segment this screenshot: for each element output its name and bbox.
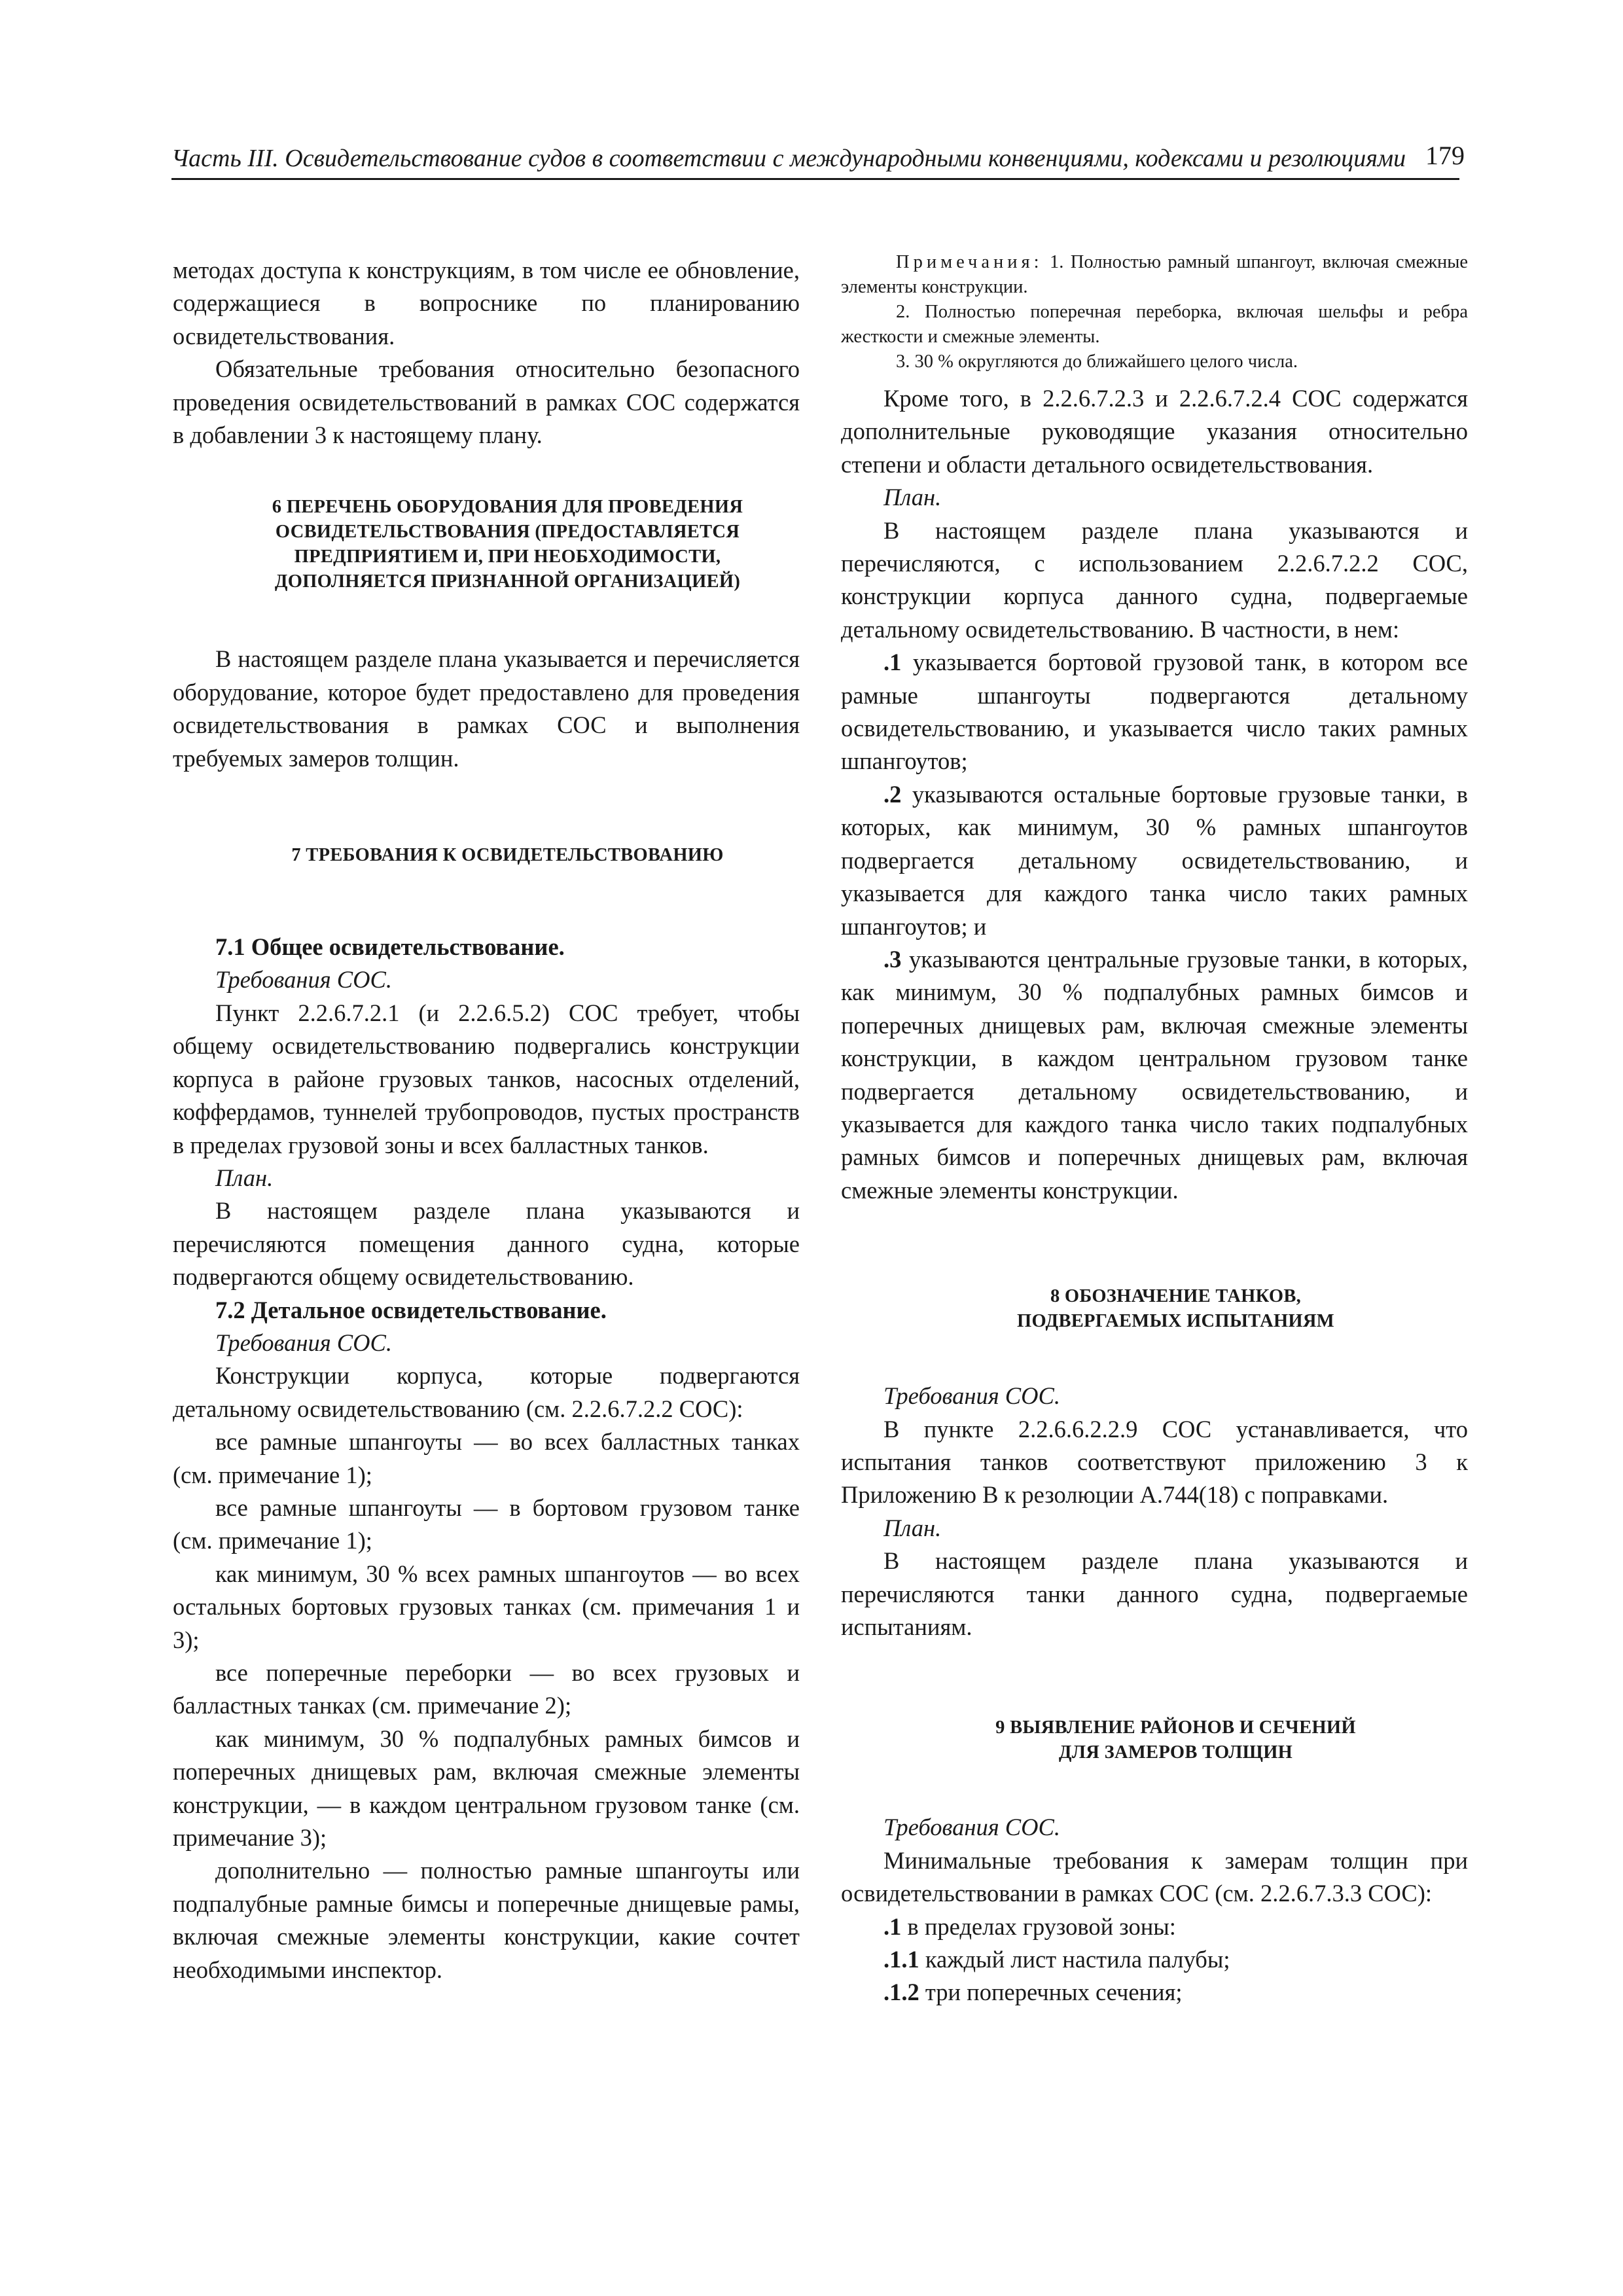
- plan-label: План.: [215, 1164, 274, 1191]
- running-title: Часть III. Освидетельствование судов в соответствии с международными конвенциями, кодексами и резолюциями: [171, 145, 1406, 172]
- requirements-label: Требования СОС.: [215, 1329, 392, 1356]
- requirements-label: Требования СОС.: [215, 966, 392, 994]
- note-2: 2. Полностью поперечная переборка, включая шельфы и ребра жесткости и смежные элементы.: [841, 302, 1468, 347]
- paragraph: В настоящем разделе плана указываются и перечисляются, с использованием 2.2.6.7.2.2 СОС, конструкции корпуса данного судна, подвергаемые детальному освидетельствованию. В частности, в нем:: [841, 516, 1468, 643]
- requirements-label: Требования СОС.: [883, 1382, 1060, 1410]
- paragraph: В настоящем разделе плана указывается и перечисляется оборудование, которое будет предоставлено для проведения освидетельствования в рамках СОС и выполнения требуемых замеров толщин.: [173, 645, 800, 772]
- list-item-1: .1 указывается бортовой грузовой танк, в котором все рамные шпангоуты подвергаются детальному освидетельствованию, и указывается число таких рамных шпангоутов;: [841, 649, 1468, 775]
- list-item: все поперечные переборки — во всех грузовых и балластных танках (см. примечание 2);: [173, 1659, 800, 1719]
- list-item: все рамные шпангоуты — во всех балластных танках (см. примечание 1);: [173, 1428, 800, 1488]
- list-item: как минимум, 30 % подпалубных рамных бимсов и поперечных днищевых рам, включая смежные элементы конструкции, — в каждом центральном грузовом танке (см. примечание 3);: [173, 1725, 800, 1852]
- paragraph: Обязательные требования относительно безопасного проведения освидетельствований в рамках СОС содержатся в добавлении 3 к настоящему плану.: [173, 355, 800, 449]
- section-heading-7: 7 ТРЕБОВАНИЯ К ОСВИДЕТЕЛЬСТВОВАНИЮ: [291, 845, 724, 866]
- requirements-label: Требования СОС.: [883, 1814, 1060, 1841]
- list-item-2: .2 указываются остальные бортовые грузовые танки, в которых, как минимум, 30 % рамных шпангоутов подвергается детальному освидетельствованию, и указывается для каждого танка число таких рамных шпангоутов; и: [841, 780, 1468, 940]
- subsection-heading-7-2: 7.2 Детальное освидетельствование.: [215, 1296, 607, 1323]
- paragraph: методах доступа к конструкциям, в том числе ее обновление, содержащиеся в вопроснике по планированию освидетельствования.: [173, 257, 800, 350]
- list-item-1-2: .1.2 три поперечных сечения;: [883, 1979, 1183, 2006]
- subsection-heading-7-1: 7.1 Общее освидетельствование.: [215, 933, 565, 961]
- section-heading-8: 8 ОБОЗНАЧЕНИЕ ТАНКОВ, ПОДВЕРГАЕМЫХ ИСПЫТАНИЯМ: [1017, 1286, 1334, 1332]
- paragraph: В настоящем разделе плана указываются и перечисляются помещения данного судна, которые подвергаются общему освидетельствованию.: [173, 1197, 800, 1291]
- paragraph: Кроме того, в 2.2.6.7.2.3 и 2.2.6.7.2.4 СОС содержатся дополнительные руководящие указания относительно степени и области детального освидетельствования.: [841, 385, 1468, 478]
- notes-label: Примечания:: [896, 252, 1043, 272]
- paragraph: Минимальные требования к замерам толщин при освидетельствовании в рамках СОС (см. 2.2.6.7.3.3 СОС):: [841, 1846, 1468, 1907]
- page-number: 179: [1425, 141, 1465, 170]
- plan-label: План.: [883, 1514, 942, 1541]
- list-item-1: .1 в пределах грузовой зоны:: [883, 1912, 1176, 1940]
- paragraph: В настоящем разделе плана указываются и перечисляются танки данного судна, подвергаемые испытаниям.: [841, 1547, 1468, 1640]
- right-column: [841, 254, 1468, 2009]
- list-item-3: .3 указываются центральные грузовые танки, в которых, как минимум, 30 % подпалубных рамных бимсов и поперечных днищевых рам, включая смежные элементы конструкции, в каждом центральном грузовом танке подвергается детальному освидетельствованию, и указывается для каждого танка число таких подпалубных рамных бимсов и поперечных днищевых рам, включая смежные элементы конструкции.: [841, 945, 1468, 1204]
- paragraph: Пункт 2.2.6.7.2.1 (и 2.2.6.5.2) СОС требует, чтобы общему освидетельствованию подвергались конструкции корпуса в районе грузовых танков, насосных отделений, коффердамов, туннелей трубопроводов, пустых пространств в пределах грузовой зоны и всех балластных танков.: [173, 999, 800, 1158]
- notes-block: [841, 250, 1468, 374]
- list-item: все рамные шпангоуты — в бортовом грузовом танке (см. примечание 1);: [173, 1494, 800, 1554]
- header-rule: [171, 178, 1459, 180]
- running-head: [171, 143, 1458, 174]
- section-heading-6: 6 ПЕРЕЧЕНЬ ОБОРУДОВАНИЯ ДЛЯ ПРОВЕДЕНИЯ ОСВИДЕТЕЛЬСТВОВАНИЯ (ПРЕДОСТАВЛЯЕТСЯ ПРЕДПРИЯТИЕМ И, ПРИ НЕОБХОДИМОСТИ, ДОПОЛНЯЕТСЯ ПРИЗНАННОЙ ОРГАНИЗАЦИЕЙ): [272, 497, 743, 592]
- left-column: [173, 254, 800, 1986]
- paragraph: В пункте 2.2.6.6.2.2.9 СОС устанавливается, что испытания танков соответствуют приложению 3 к Приложению В к резолюции А.744(18) с поправками.: [841, 1415, 1468, 1509]
- list-item-1-1: .1.1 каждый лист настила палубы;: [883, 1946, 1230, 1973]
- list-item: дополнительно — полностью рамные шпангоуты или подпалубные рамные бимсы и поперечные днищевые рамы, включая смежные элементы конструкции, какие сочтет необходимыми инспектор.: [173, 1857, 800, 1983]
- paragraph: Конструкции корпуса, которые подвергаются детальному освидетельствованию (см. 2.2.6.7.2.2 СОС):: [173, 1362, 800, 1422]
- note-3: 3. 30 % округляются до ближайшего целого числа.: [896, 351, 1298, 372]
- list-item: как минимум, 30 % всех рамных шпангоутов — во всех остальных бортовых грузовых танках (см. примечания 1 и 3);: [173, 1560, 800, 1653]
- section-heading-9: 9 ВЫЯВЛЕНИЕ РАЙОНОВ И СЕЧЕНИЙ ДЛЯ ЗАМЕРОВ ТОЛЩИН: [995, 1717, 1356, 1763]
- plan-label: План.: [883, 484, 942, 511]
- note-1: 1. Полностью рамный шпангоут, включая смежные элементы конструкции.: [841, 252, 1468, 297]
